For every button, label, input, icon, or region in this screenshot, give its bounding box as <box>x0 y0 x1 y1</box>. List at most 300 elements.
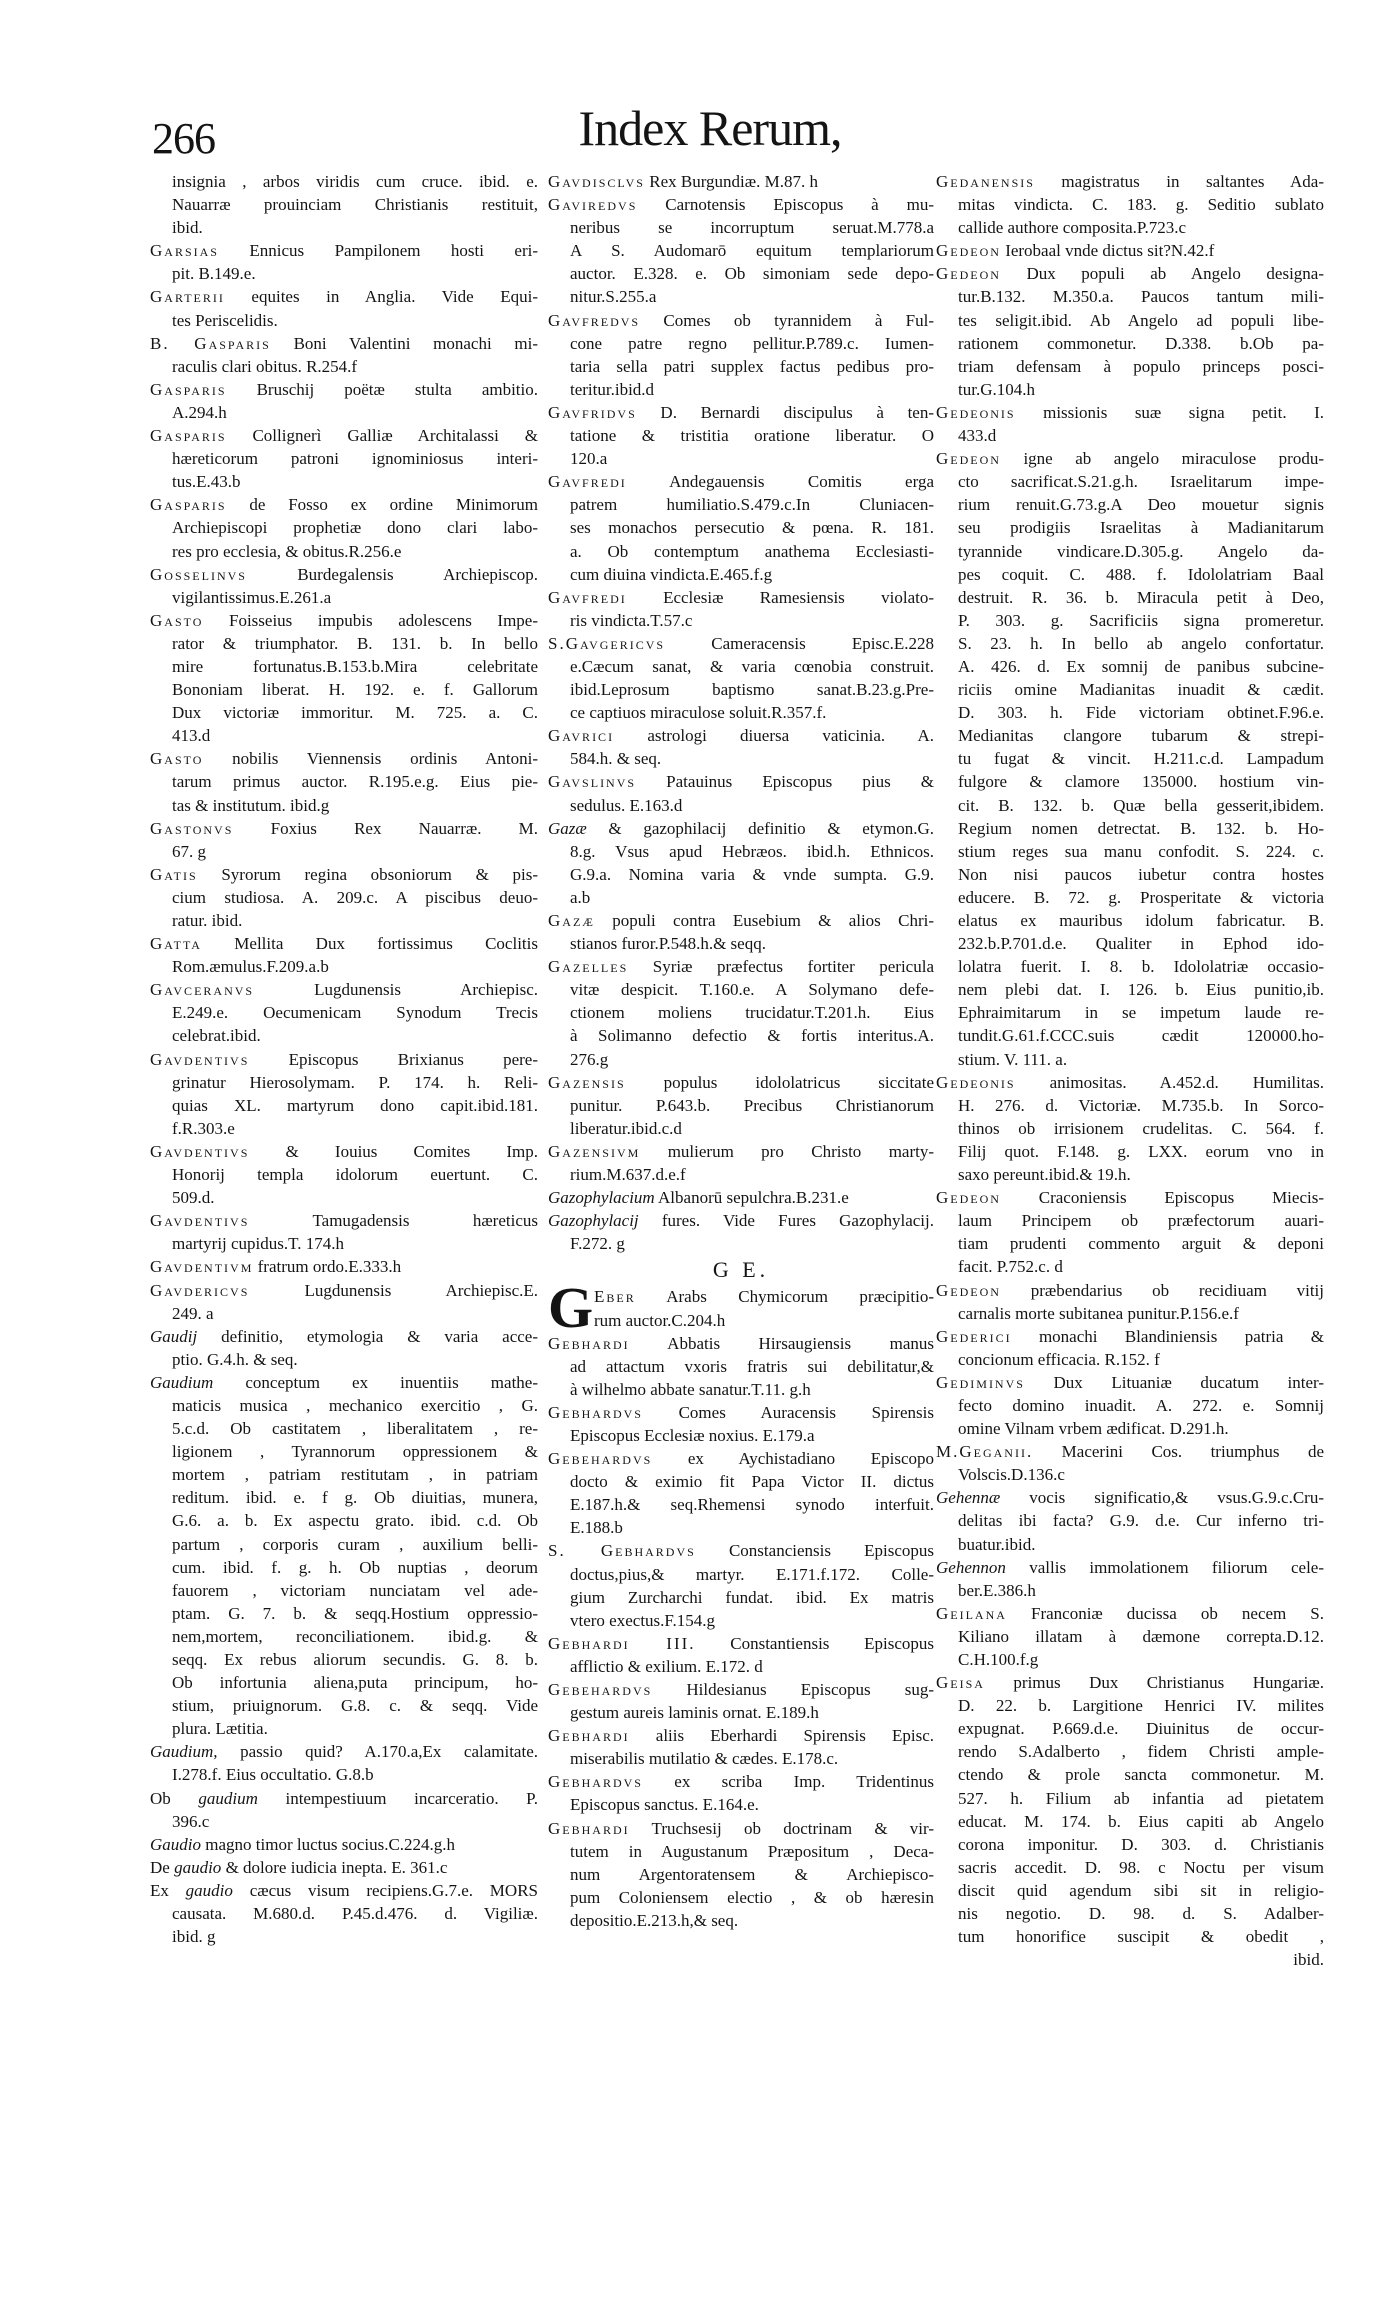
entry-headword: Gehennon <box>936 1557 1006 1577</box>
entry-line <box>548 262 934 285</box>
entry-text: Lugdunensis Archiepisc.E. <box>304 1280 538 1300</box>
entry-text: 249. a <box>172 1303 214 1323</box>
entry-text: Craconiensis Episcopus Miecis- <box>1038 1188 1324 1208</box>
entry-text: Mellita Dux fortissimus Coclitis <box>234 934 538 954</box>
entry-text: præbendarius ob recidiuam vitij <box>1030 1280 1324 1300</box>
entry-line <box>936 747 1324 770</box>
entry-text: Episcopus Brixianus pere- <box>288 1049 538 1069</box>
entry-first-line <box>548 1140 934 1163</box>
entry-text: 584.h. & seq. <box>570 749 662 769</box>
entry-text: pes coquit. C. 488. f. Idololatriam Baal <box>958 564 1324 584</box>
entry-line <box>548 1840 934 1863</box>
entry-headword: Gatta <box>150 934 202 954</box>
entry-text: Syrorum regina obsoniorum & pis- <box>221 864 538 884</box>
entry-headword: S.Gavgericvs <box>548 633 666 653</box>
index-entry <box>936 1071 1324 1186</box>
entry-text: ses monachos persecutio & pœna. R. 181. <box>570 518 934 538</box>
entry-headword: Gedeonis <box>936 402 1016 422</box>
entry-text: cum. ibid. f. g. h. Ob nuptias , deorum <box>172 1557 538 1577</box>
entry-text: populi contra Eusebium & alios Chri- <box>612 911 934 930</box>
entry-text: Filij quot. F.148. g. LXX. eorum vno in <box>958 1141 1324 1161</box>
entry-first-line <box>548 1770 934 1793</box>
index-column-1 <box>150 170 538 1948</box>
entry-line <box>150 1717 538 1740</box>
index-entry <box>936 1602 1324 1671</box>
index-entry <box>936 1440 1324 1486</box>
index-entry <box>548 470 934 585</box>
entry-first-line <box>936 170 1324 193</box>
entry-headword: Gavfredi <box>548 472 627 492</box>
entry-line <box>548 1609 934 1632</box>
index-entry <box>150 378 538 424</box>
entry-line <box>936 1140 1324 1163</box>
entry-text: vigilantissimus.E.261.a <box>172 587 332 607</box>
entry-line <box>936 1024 1324 1047</box>
entry-headword: Gastonvs <box>150 818 234 838</box>
entry-line <box>548 1470 934 1493</box>
entry-text: corona imponitur. D. 303. d. Christianis <box>958 1834 1324 1854</box>
entry-text: rum auctor.C.204.h <box>594 1310 726 1330</box>
entry-text: S. 23. h. In bello ab angelo confortatur. <box>958 633 1324 653</box>
entry-line <box>936 355 1324 378</box>
index-entry <box>548 193 934 308</box>
entry-text: teritur.ibid.d <box>570 379 655 399</box>
entry-prefix: Ex <box>150 1880 169 1900</box>
index-entry <box>548 1447 934 1539</box>
entry-text: ptio. G.4.h. & seq. <box>172 1349 298 1369</box>
entry-text: a.b <box>570 887 591 907</box>
entry-text: rationem commonetur. D.338. b.Ob pa- <box>958 333 1324 353</box>
entry-text: ad attactum vxoris fratris sui debilitatur,& <box>570 1356 934 1376</box>
entry-first-line <box>150 378 538 401</box>
entry-first-line <box>936 1486 1324 1509</box>
entry-text: tyrannide vindicare.D.305.g. Angelo da- <box>958 541 1324 561</box>
entry-text: ibid. <box>1293 1950 1324 1970</box>
entry-first-line <box>150 1255 538 1278</box>
entry-headword: Gederici <box>936 1326 1012 1346</box>
entry-line <box>548 1493 934 1516</box>
entry-first-line <box>150 609 538 632</box>
entry-text: E.249.e. Oecumenicam Synodum Trecis <box>172 1003 538 1023</box>
entry-line <box>936 1117 1324 1140</box>
entry-text: partum , corporis curam , auxilium belli- <box>172 1534 538 1554</box>
entry-text: Foxius Rex Nauarræ. M. <box>270 818 538 838</box>
entry-text: tum honorifice suscipit & obedit , <box>958 1927 1324 1947</box>
entry-text: taria sella patri supplex factus pedibus pro- <box>570 356 934 376</box>
entry-line <box>548 1094 934 1117</box>
entry-line <box>936 193 1324 216</box>
entry-line <box>150 193 538 216</box>
entry-headword: Gavslinvs <box>548 772 637 792</box>
entry-headword: Gavdericvs <box>150 1280 250 1300</box>
entry-text: Ephraimitarum in se impetum laude re- <box>958 1003 1324 1023</box>
entry-text: de Fosso ex ordine Minimorum <box>249 495 538 515</box>
entry-line <box>936 978 1324 1001</box>
entry-text: D. 22. b. Largitione Henrici IV. milites <box>958 1696 1324 1716</box>
index-entry <box>150 1140 538 1209</box>
entry-text: Constantiensis Episcopus <box>730 1633 934 1653</box>
entry-line <box>548 563 934 586</box>
entry-text: Dux populi ab Angelo designa- <box>1026 264 1324 284</box>
index-entry <box>150 817 538 863</box>
entry-text: buatur.ibid. <box>958 1534 1036 1554</box>
entry-headword: Gazæ <box>548 818 587 838</box>
entry-text: Syriæ præfectus fortiter pericula <box>652 957 934 977</box>
entry-line <box>936 378 1324 401</box>
entry-first-line <box>150 1279 538 1302</box>
entry-text: hæreticorum patroni ignominiosus interi- <box>172 449 538 469</box>
entry-headword: Gatis <box>150 864 198 884</box>
entry-text: nem,mortem, reconciliationem. ibid.g. & <box>172 1626 538 1646</box>
index-entry <box>548 170 934 193</box>
index-column-3 <box>936 170 1324 1971</box>
entry-line <box>150 1902 538 1925</box>
entry-text: E.187.h.& seq.Rhemensi synodo interfuit. <box>570 1495 934 1515</box>
entry-text: rium renuit.G.73.g.A Deo mouetur signis <box>958 495 1324 515</box>
entry-line <box>150 1094 538 1117</box>
index-entry <box>548 1539 934 1631</box>
entry-text: mire fortunatus.B.153.b.Mira celebritate <box>172 656 538 676</box>
entry-text: res pro ecclesia, & obitus.R.256.e <box>172 541 402 561</box>
entry-text: stium, priuignorum. G.8. c. & seqq. Vide <box>172 1696 538 1716</box>
entry-line <box>150 1440 538 1463</box>
entry-text: Rom.æmulus.F.209.a.b <box>172 957 329 977</box>
entry-text: Episcopus sanctus. E.164.e. <box>570 1795 759 1815</box>
entry-text: & Iouius Comites Imp. <box>285 1141 538 1161</box>
entry-text: primus Dux Christianus Hungariæ. <box>1013 1673 1324 1693</box>
entry-line <box>150 401 538 424</box>
entry-line <box>150 1763 538 1786</box>
index-entry <box>936 170 1324 239</box>
entry-first-line <box>936 1279 1324 1302</box>
entry-text: Macerini Cos. triumphus de <box>1061 1442 1324 1462</box>
index-entry <box>548 1770 934 1816</box>
entry-headword: Gavdentivm <box>150 1257 254 1277</box>
entry-headword: S. Gebhardvs <box>548 1541 696 1561</box>
entry-line <box>936 609 1324 632</box>
entry-line <box>150 701 538 724</box>
entry-line <box>936 909 1324 932</box>
entry-line <box>548 1863 934 1886</box>
entry-headword: Gavdentivs <box>150 1211 250 1231</box>
entry-first-line <box>548 724 934 747</box>
entry-line <box>548 886 934 909</box>
entry-text: fecto domino inuadit. A. 272. e. Somnij <box>958 1395 1324 1415</box>
entry-text: cæcus visum recipiens.G.7.e. MORS <box>249 1880 538 1900</box>
entry-text: insignia , arbos viridis cum cruce. ibid. e. <box>172 172 538 191</box>
entry-text: Cameracensis Episc.E.228 <box>711 633 934 653</box>
entry-line <box>936 470 1324 493</box>
entry-text: maticis musica , mechanico exercitio , G. <box>172 1395 538 1415</box>
index-entry <box>548 401 934 470</box>
index-entry <box>548 586 934 632</box>
entry-line <box>548 1747 934 1770</box>
entry-text: triam defensam à populo princeps posci- <box>958 356 1324 376</box>
entry-first-line <box>150 1048 538 1071</box>
entry-headword: gaudio <box>174 1857 222 1877</box>
entry-first-line <box>150 424 538 447</box>
index-entry <box>150 1787 538 1833</box>
entry-text: Rex Burgundiæ. M.87. h <box>649 172 818 191</box>
entry-text: 433.d <box>958 426 997 446</box>
entry-headword: Gavfridvs <box>548 402 637 422</box>
entry-line <box>548 609 934 632</box>
entry-text: Albanorū sepulchra.B.231.e <box>658 1188 849 1208</box>
entry-text: tutem in Augustanum Præpositum , Deca- <box>570 1841 934 1861</box>
index-entry <box>548 724 934 770</box>
entry-text: igne ab angelo miraculose produ- <box>1023 449 1324 469</box>
entry-line <box>936 1763 1324 1786</box>
entry-text: 8.g. Vsus apud Hebræos. ibid.h. Ethnicos. <box>570 841 934 861</box>
entry-line <box>936 540 1324 563</box>
entry-text: Episcopus Ecclesiæ noxius. E.179.a <box>570 1425 815 1445</box>
entry-text: ratur. ibid. <box>172 911 243 930</box>
index-entry <box>548 309 934 401</box>
index-entry <box>150 978 538 1047</box>
index-entry <box>150 1255 538 1278</box>
entry-headword: Gedeon <box>936 1188 1001 1208</box>
index-entry <box>936 1279 1324 1325</box>
entry-line <box>150 1001 538 1024</box>
entry-text: passio quid? A.170.a,Ex calamitate. <box>240 1742 538 1762</box>
entry-line <box>936 309 1324 332</box>
entry-text: celebrat.ibid. <box>172 1026 261 1046</box>
entry-first-line <box>150 1371 538 1394</box>
entry-text: populus idololatricus siccitate <box>663 1072 934 1092</box>
index-entry <box>150 1279 538 1325</box>
entry-text: Abbatis Hirsaugiensis manus <box>667 1333 934 1353</box>
entry-first-line <box>548 909 934 932</box>
entry-first-line <box>150 170 538 193</box>
entry-line <box>936 493 1324 516</box>
entry-first-line <box>150 1325 538 1348</box>
entry-first-line <box>936 401 1324 424</box>
entry-line <box>936 1902 1324 1925</box>
entry-headword: Gedeon <box>936 241 1001 261</box>
entry-headword: Gavceranvs <box>150 980 255 1000</box>
entry-line <box>936 1533 1324 1556</box>
index-entry <box>548 1140 934 1186</box>
index-entry <box>150 1325 538 1371</box>
entry-text: stium. V. 111. a. <box>958 1049 1068 1069</box>
index-entry <box>936 447 1324 1071</box>
entry-line <box>936 516 1324 539</box>
entry-text: D. Bernardi discipulus à ten- <box>660 402 934 422</box>
index-column-2 <box>548 170 934 1932</box>
entry-line <box>548 863 934 886</box>
index-entry <box>548 1401 934 1447</box>
entry-text: nitur.S.255.a <box>570 287 657 307</box>
entry-text: a. Ob contemptum anathema Ecclesiasti- <box>570 541 934 561</box>
entry-headword: Gehennæ <box>936 1488 1001 1508</box>
entry-headword: Gebhardvs <box>548 1772 643 1792</box>
entry-headword: Eber <box>594 1287 636 1307</box>
entry-text: tes Periscelidis. <box>172 310 278 330</box>
entry-line <box>548 285 934 308</box>
entry-line <box>150 678 538 701</box>
entry-line <box>548 493 934 516</box>
entry-text: Dux victoriæ immoritur. M. 725. a. C. <box>172 703 538 723</box>
entry-line <box>936 332 1324 355</box>
entry-text: ex scriba Imp. Tridentinus <box>674 1772 934 1792</box>
entry-first-line <box>936 1186 1324 1209</box>
entry-line <box>936 863 1324 886</box>
entry-text: ibid.Leprosum baptismo sanat.B.23.g.Pre- <box>570 680 934 700</box>
entry-first-line <box>548 770 934 793</box>
entry-text: omine Vilnam vrbem ædificat. D.291.h. <box>958 1419 1229 1439</box>
entry-first-line <box>548 1817 934 1840</box>
entry-line <box>548 1586 934 1609</box>
entry-headword: Gaudium, <box>150 1742 218 1762</box>
entry-headword: Gediminvs <box>936 1372 1025 1392</box>
entry-headword: gaudium <box>198 1788 258 1808</box>
entry-text: Boni Valentini monachi mi- <box>293 333 538 353</box>
entry-line <box>936 1717 1324 1740</box>
entry-first-line <box>150 1209 538 1232</box>
index-entry <box>150 609 538 748</box>
entry-text: Tamugadensis hæreticus <box>312 1211 538 1231</box>
entry-first-line <box>936 1671 1324 1694</box>
entry-text: Ecclesiæ Ramesiensis violato- <box>663 587 934 607</box>
entry-line <box>936 1463 1324 1486</box>
entry-line <box>150 955 538 978</box>
entry-text: 527. h. Filium ab infantia ad pietatem <box>958 1788 1324 1808</box>
entry-text: & dolore iudicia inepta. E. 361.c <box>225 1857 448 1877</box>
entry-text: à wilhelmo abbate sanatur.T.11. g.h <box>570 1379 811 1399</box>
entry-text: thinos ob irrisionem crudelitas. C. 564. f. <box>958 1118 1324 1138</box>
entry-text: monachi Blandiniensis patria & <box>1038 1326 1324 1346</box>
entry-line <box>936 955 1324 978</box>
entry-text: num Argentoratensem & Archiepisco- <box>570 1864 934 1884</box>
entry-line <box>150 1625 538 1648</box>
entry-text: stium reges sua manu confodit. S. 224. c. <box>958 841 1324 861</box>
entry-text: mulierum pro Christo marty- <box>667 1141 934 1161</box>
entry-text: e.Cæcum sanat, & varia cœnobia construit. <box>570 656 934 676</box>
entry-first-line <box>548 1401 934 1424</box>
entry-first-line <box>548 1071 934 1094</box>
entry-line <box>150 516 538 539</box>
entry-line <box>150 1556 538 1579</box>
index-entry <box>548 1678 934 1724</box>
entry-text: Comes ob tyrannidem à Ful- <box>663 310 934 330</box>
entry-headword: Gebhardi <box>548 1333 630 1353</box>
entry-line <box>150 1648 538 1671</box>
entry-line <box>548 1117 934 1140</box>
entry-line <box>150 1163 538 1186</box>
entry-text: sedulus. E.163.d <box>570 795 683 815</box>
entry-text: ibid. <box>172 218 203 238</box>
entry-text: & gazophilacij definitio & etymon.G. <box>608 818 934 838</box>
entry-first-line <box>150 332 538 355</box>
entry-text: fratrum ordo.E.333.h <box>257 1257 402 1277</box>
entry-text: reditum. ibid. e. f g. Ob diuitias, munera, <box>172 1488 538 1508</box>
entry-text: 413.d <box>172 726 211 746</box>
entry-line <box>150 309 538 332</box>
entry-line <box>548 678 934 701</box>
entry-line <box>150 886 538 909</box>
entry-first-line <box>548 470 934 493</box>
entry-line <box>150 1694 538 1717</box>
entry-headword: Gavdisclvs <box>548 172 645 191</box>
entry-headword: Gasto <box>150 749 204 769</box>
entry-text: pum Coloniensem electio , & ob hæresin <box>570 1887 934 1907</box>
entry-text: Ennicus Pampilonem hosti eri- <box>249 241 538 261</box>
entry-text: ctendo & prole sancta commonetur. M. <box>958 1765 1324 1785</box>
entry-first-line <box>150 239 538 262</box>
entry-line <box>150 1117 538 1140</box>
entry-text: delitas ibi facta? G.9. d.e. Cur inferno tri- <box>958 1511 1324 1531</box>
entry-text: vocis significatio,& vsus.G.9.c.Cru- <box>1029 1488 1324 1508</box>
entry-text: carnalis morte subitanea punitur.P.156.e.f <box>958 1303 1239 1323</box>
entry-headword: Gazophylacij <box>548 1211 639 1231</box>
entry-text: plura. Lætitia. <box>172 1719 268 1739</box>
index-entry <box>548 1209 934 1255</box>
running-title: Index Rerum, <box>578 100 842 156</box>
entry-first-line <box>150 1140 538 1163</box>
entry-headword: gaudio <box>185 1880 233 1900</box>
entry-line <box>548 1001 934 1024</box>
index-entry <box>150 285 538 331</box>
index-entry <box>150 1740 538 1786</box>
index-entry <box>150 1048 538 1140</box>
entry-text: tas & institutum. ibid.g <box>172 795 330 815</box>
entry-text: P. 303. g. Sacrificiis signa promeretur. <box>958 610 1324 630</box>
entry-line <box>548 516 934 539</box>
entry-line <box>548 1424 934 1447</box>
entry-text: equites in Anglia. Vide Equi- <box>251 287 538 307</box>
entry-line <box>548 216 934 239</box>
entry-line <box>150 770 538 793</box>
entry-headword: Gedeon <box>936 449 1001 469</box>
entry-first-line <box>936 262 1324 285</box>
entry-headword: Gazensivm <box>548 1141 641 1161</box>
index-entry <box>936 1486 1324 1555</box>
entry-first-line <box>150 817 538 840</box>
entry-line <box>936 840 1324 863</box>
entry-text: F.272. g <box>570 1234 625 1254</box>
entry-line <box>548 1701 934 1724</box>
entry-text: nobilis Viennensis ordinis Antoni- <box>232 749 538 769</box>
entry-headword: Gasparis <box>150 426 227 446</box>
entry-text: missionis suæ signa petit. I. <box>1043 402 1324 422</box>
entry-text: Constanciensis Episcopus <box>728 1541 934 1561</box>
entry-first-line <box>150 932 538 955</box>
entry-line <box>548 840 934 863</box>
entry-line <box>150 470 538 493</box>
entry-first-line <box>548 170 934 193</box>
entry-text: cium studiosa. A. 209.c. A piscibus deuo- <box>172 887 538 907</box>
entry-first-line <box>936 1325 1324 1348</box>
entry-text: fures. Vide Fures Gazophylacij. <box>661 1211 934 1231</box>
entry-line <box>150 1810 538 1833</box>
entry-headword: Gasto <box>150 610 204 630</box>
entry-text: elatus ex mauribus idolum fabricatur. B. <box>958 911 1324 930</box>
entry-headword: Gazæ <box>548 911 595 930</box>
entry-text: A S. Audomarō equitum templariorum <box>570 241 934 261</box>
entry-text: ber.E.386.h <box>958 1580 1036 1600</box>
entry-text: patrem humiliatio.S.479.c.In Cluniacen- <box>570 495 934 515</box>
entry-line <box>548 378 934 401</box>
entry-text: A. 426. d. Ex somnij de panibus subcine- <box>958 656 1324 676</box>
entry-text: Ob infortunia aliena,puta principum, ho- <box>172 1673 538 1693</box>
entry-line <box>936 632 1324 655</box>
entry-text: Lugdunensis Archiepisc. <box>314 980 538 1000</box>
entry-line <box>150 724 538 747</box>
section-heading: G E. <box>712 1257 770 1283</box>
entry-line <box>936 886 1324 909</box>
entry-line <box>936 1625 1324 1648</box>
index-entry <box>936 239 1324 262</box>
